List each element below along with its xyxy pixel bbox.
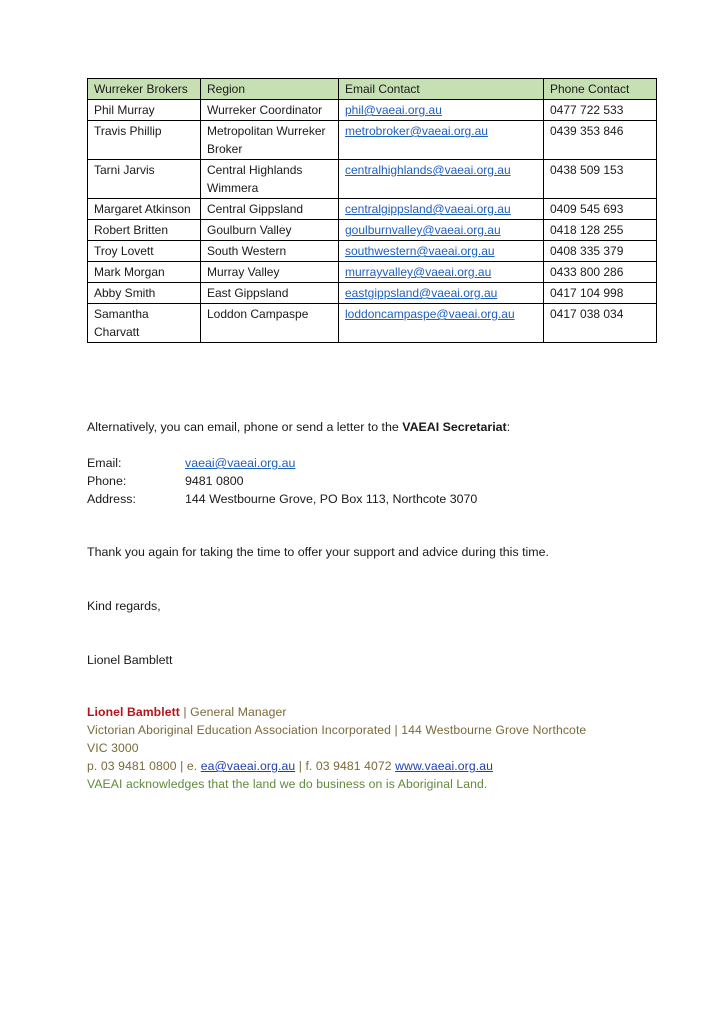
table-row (88, 283, 657, 304)
land-acknowledgement: VAEAI acknowledges that the land we do business on is Aboriginal Land. (87, 777, 488, 791)
broker-email-link[interactable]: centralgippsland@vaeai.org.au (345, 202, 511, 216)
table-row (88, 220, 657, 241)
broker-email-cell (339, 262, 544, 283)
signoff-name: Lionel Bamblett (87, 653, 173, 667)
broker-region: Loddon Campaspe (201, 304, 339, 343)
signature-contact-line (87, 757, 657, 775)
secretariat-contact (87, 454, 477, 508)
intro-suffix: : (506, 420, 511, 434)
signature-title: | General Manager (179, 705, 287, 719)
broker-email-link[interactable]: eastgippsland@vaeai.org.au (345, 286, 498, 300)
table-row (88, 262, 657, 283)
broker-email-cell (339, 283, 544, 304)
thanks-paragraph: Thank you again for taking the time to offer your support and advice during this time. (87, 545, 549, 559)
table-row (88, 160, 657, 199)
secretariat-intro (87, 418, 510, 436)
address-label: Address: (87, 492, 136, 506)
table-row (88, 100, 657, 121)
header-phone: Phone Contact (544, 79, 657, 100)
table-header-row (88, 79, 657, 100)
broker-email-cell (339, 304, 544, 343)
broker-email-link[interactable]: murrayvalley@vaeai.org.au (345, 265, 492, 279)
table-row (88, 199, 657, 220)
broker-phone: 0408 335 379 (544, 241, 657, 262)
broker-phone: 0417 038 034 (544, 304, 657, 343)
broker-region: Central Gippsland (201, 199, 339, 220)
phone-value: 9481 0800 (185, 474, 244, 488)
broker-phone: 0433 800 286 (544, 262, 657, 283)
header-email: Email Contact (339, 79, 544, 100)
broker-phone: 0477 722 533 (544, 100, 657, 121)
broker-email-cell (339, 220, 544, 241)
address-value: 144 Westbourne Grove, PO Box 113, Northcote 3070 (185, 492, 478, 506)
broker-name: Robert Britten (88, 220, 201, 241)
broker-email-link[interactable]: metrobroker@vaeai.org.au (345, 124, 488, 138)
broker-phone: 0409 545 693 (544, 199, 657, 220)
broker-name: Margaret Atkinson (88, 199, 201, 220)
signature-org-line: Victorian Aboriginal Education Association Incorporated | 144 Westbourne Grove Northcote (87, 723, 587, 737)
signature-email-link[interactable]: ea@vaeai.org.au (200, 759, 296, 773)
broker-email-link[interactable]: southwestern@vaeai.org.au (345, 244, 495, 258)
broker-region: Central Highlands Wimmera (201, 160, 339, 199)
broker-name: Samantha Charvatt (88, 304, 201, 343)
broker-region: Goulburn Valley (201, 220, 339, 241)
broker-phone: 0417 104 998 (544, 283, 657, 304)
broker-name: Abby Smith (88, 283, 201, 304)
broker-region: Murray Valley (201, 262, 339, 283)
header-brokers: Wurreker Brokers (88, 79, 201, 100)
table-row (88, 304, 657, 343)
email-label: Email: (87, 456, 122, 470)
signature-phone: p. 03 9481 0800 | e. (87, 759, 201, 773)
broker-region: Metropolitan Wurreker Broker (201, 121, 339, 160)
signature-name-line (87, 703, 657, 721)
broker-email-link[interactable]: centralhighlands@vaeai.org.au (345, 163, 511, 177)
intro-bold: VAEAI Secretariat (402, 420, 507, 434)
broker-email-cell (339, 241, 544, 262)
broker-email-cell (339, 199, 544, 220)
broker-phone: 0438 509 153 (544, 160, 657, 199)
broker-name: Mark Morgan (88, 262, 201, 283)
broker-phone: 0418 128 255 (544, 220, 657, 241)
broker-email-cell (339, 160, 544, 199)
broker-name: Tarni Jarvis (88, 160, 201, 199)
broker-name: Phil Murray (88, 100, 201, 121)
broker-region: Wurreker Coordinator (201, 100, 339, 121)
contact-address-row (87, 490, 477, 508)
signature-state-line: VIC 3000 (87, 741, 139, 755)
email-signature (87, 703, 657, 793)
contact-phone-row (87, 472, 477, 490)
intro-text: Alternatively, you can email, phone or send a letter to the (87, 420, 403, 434)
broker-region: South Western (201, 241, 339, 262)
broker-email-link[interactable]: loddoncampaspe@vaeai.org.au (345, 307, 515, 321)
broker-name: Troy Lovett (88, 241, 201, 262)
broker-name: Travis Phillip (88, 121, 201, 160)
table-row (88, 241, 657, 262)
broker-email-link[interactable]: phil@vaeai.org.au (345, 103, 442, 117)
signature-fax: | f. 03 9481 4072 (295, 759, 396, 773)
signature-website-link[interactable]: www.vaeai.org.au (395, 759, 493, 773)
broker-region: East Gippsland (201, 283, 339, 304)
broker-email-cell (339, 121, 544, 160)
contact-email-row (87, 454, 477, 472)
signature-name: Lionel Bamblett (87, 705, 180, 719)
phone-label: Phone: (87, 474, 127, 488)
email-link[interactable]: vaeai@vaeai.org.au (185, 456, 296, 470)
header-region: Region (201, 79, 339, 100)
broker-phone: 0439 353 846 (544, 121, 657, 160)
closing: Kind regards, (87, 599, 161, 613)
brokers-table (87, 78, 657, 343)
broker-email-cell (339, 100, 544, 121)
table-row (88, 121, 657, 160)
broker-email-link[interactable]: goulburnvalley@vaeai.org.au (345, 223, 501, 237)
